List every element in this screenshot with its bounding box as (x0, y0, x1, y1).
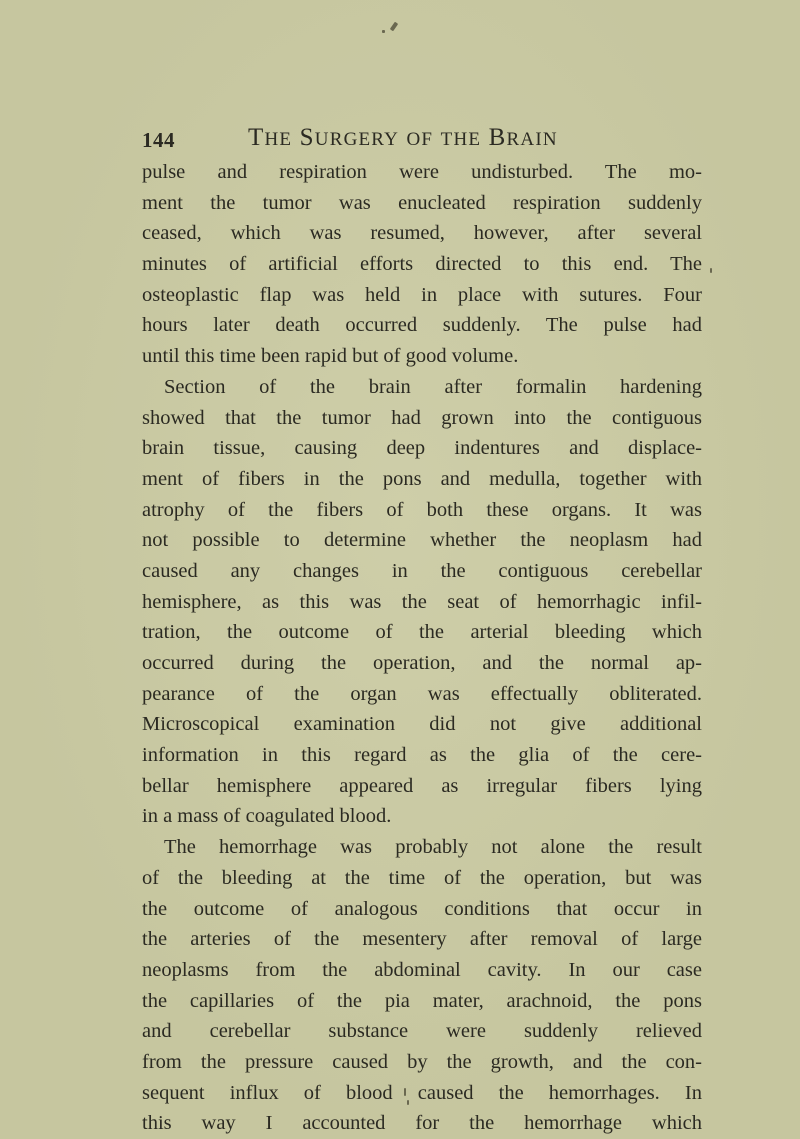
ink-speck-margin (710, 268, 712, 273)
title-initial: B (488, 124, 507, 151)
text-line: atrophy of the fibers of both these organs. It was (142, 498, 702, 521)
running-title-word (248, 124, 292, 151)
page-number: 144 (142, 128, 175, 152)
text-line: pearance of the organ was effectually obliterated. (142, 682, 702, 705)
running-title-word (407, 124, 434, 151)
text-line: Microscopical examination did not give additional (142, 713, 702, 736)
text-line: hemisphere, as this was the seat of hemorrhagic infil- (142, 590, 702, 613)
text-line: pulse and respiration were undisturbed. The mo- (142, 161, 702, 183)
text-line: this way I accounted for the hemorrhage which (142, 1112, 702, 1135)
running-header (142, 124, 702, 160)
text-line: neoplasms from the abdominal cavity. In our case (142, 958, 702, 981)
text-line: sequent influx of blood caused the hemorrhages. In (142, 1081, 702, 1104)
text-line: tration, the outcome of the arterial bleeding which (142, 621, 702, 644)
text-line: in a mass of coagulated blood. (142, 805, 392, 828)
text-line: the arteries of the mesentery after removal of large (142, 928, 702, 951)
title-initial: S (299, 124, 315, 151)
text-line: and cerebellar substance were suddenly relieved (142, 1020, 702, 1043)
text-line: minutes of artificial efforts directed to this end. The (142, 253, 702, 276)
title-smallcaps: THE (440, 129, 482, 150)
text-line: bellar hemisphere appeared as irregular fibers lying (142, 774, 702, 797)
text-line: until this time been rapid but of good volume. (142, 345, 519, 368)
body-text (142, 157, 702, 1139)
running-title (248, 124, 558, 152)
text-line: Section of the brain after formalin hardening (164, 375, 702, 398)
title-smallcaps: URGERY (314, 129, 400, 150)
text-line: not possible to determine whether the neoplasm had (142, 529, 702, 552)
text-line: hours later death occurred suddenly. The pulse had (142, 314, 702, 337)
text-line: The hemorrhage was probably not alone the result (164, 836, 702, 859)
text-line: caused any changes in the contiguous cerebellar (142, 559, 702, 582)
title-initial: T (248, 124, 265, 151)
text-line: ment of fibers in the pons and medulla, together with (142, 467, 702, 490)
ink-speck-top (390, 22, 398, 32)
text-line: osteoplastic flap was held in place with sutures. Four (142, 283, 702, 306)
text-line: showed that the tumor had grown into the contiguous (142, 406, 702, 429)
title-smallcaps: HE (264, 129, 293, 150)
running-title-word (300, 124, 399, 151)
title-smallcaps: OF (406, 129, 434, 150)
title-smallcaps: RAIN (506, 129, 558, 150)
running-title-word (441, 124, 482, 151)
text-line: from the pressure caused by the growth, and the con- (142, 1050, 702, 1073)
text-line: ment the tumor was enucleated respiration suddenly (142, 191, 702, 214)
text-line: occurred during the operation, and the normal ap- (142, 652, 702, 674)
text-line: the outcome of analogous conditions that occur in (142, 897, 702, 920)
ink-speck-top-2 (382, 30, 385, 33)
text-line: information in this regard as the glia of the cere- (142, 744, 702, 767)
text-line: brain tissue, causing deep indentures and displace- (142, 437, 702, 460)
text-line: of the bleeding at the time of the operation, but was (142, 866, 702, 889)
running-title-word (489, 124, 558, 151)
text-line: ceased, which was resumed, however, after several (142, 222, 702, 245)
text-line: the capillaries of the pia mater, arachnoid, the pons (142, 989, 702, 1012)
